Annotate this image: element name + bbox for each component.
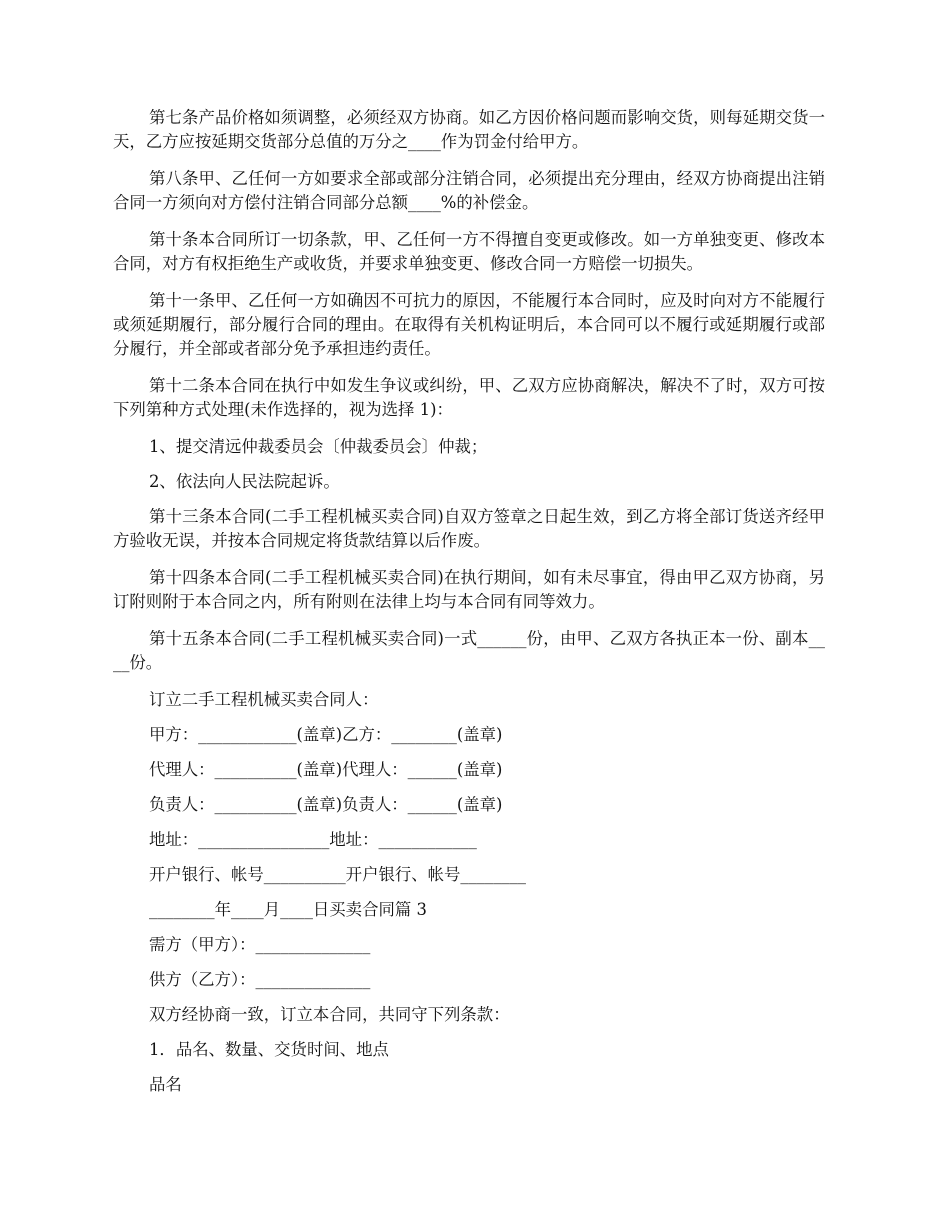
clause-12: 第十二条本合同在执行中如发生争议或纠纷，甲、乙双方应协商解决，解决不了时，双方可按下列第种方式处理(未作选择的，视为选择 1)： <box>113 376 825 419</box>
section-1-heading: 1．品名、数量、交货时间、地点 <box>149 1040 389 1059</box>
responsible-person-line: 负责人：__________(盖章)负责人：______(盖章) <box>149 795 503 814</box>
address-line: 地址：________________地址：____________ <box>149 830 477 849</box>
clause-8: 第八条甲、乙任何一方如要求全部或部分注销合同，必须提出充分理由，经双方协商提出注销合同一方须向对方偿付注销合同部分总额____%的补偿金。 <box>113 169 825 212</box>
clause-14: 第十四条本合同(二手工程机械买卖合同)在执行期间，如有未尽事宜，得由甲乙双方协商，另订附则附于本合同之内，所有附则在法律上均与本合同有同等效力。 <box>113 568 825 611</box>
supplier-line: 供方（乙方）：______________ <box>149 970 371 989</box>
clause-15: 第十五条本合同(二手工程机械买卖合同)一式______份，由甲、乙双方各执正本一份、副本____份。 <box>113 629 825 672</box>
date-and-next-contract-title: ________年____月____日买卖合同篇 3 <box>149 900 427 919</box>
party-a-b-line: 甲方：____________(盖章)乙方：________(盖章) <box>149 725 503 744</box>
clause-13: 第十三条本合同(二手工程机械买卖合同)自双方签章之日起生效，到乙方将全部订货送齐经甲方验收无误，并按本合同规定将货款结算以后作废。 <box>113 507 825 550</box>
dispute-option-1: 1、提交清远仲裁委员会〔仲裁委员会〕仲裁； <box>149 437 488 456</box>
agreement-intro: 双方经协商一致，订立本合同，共同守下列条款： <box>149 1005 510 1024</box>
bank-account-line: 开户银行、帐号__________开户银行、帐号________ <box>149 865 526 884</box>
dispute-option-2: 2、依法向人民法院起诉。 <box>149 472 340 491</box>
product-name-label: 品名 <box>149 1075 182 1094</box>
document-body <box>113 106 825 1108</box>
clause-10: 第十条本合同所订一切条款，甲、乙任何一方不得擅自变更或修改。如一方单独变更、修改本合同，对方有权拒绝生产或收货，并要求单独变更、修改合同一方赔偿一切损失。 <box>113 230 825 273</box>
signatories-heading: 订立二手工程机械买卖合同人： <box>149 690 379 709</box>
clause-11: 第十一条甲、乙任何一方如确因不可抗力的原因，不能履行本合同时，应及时向对方不能履行或须延期履行，部分履行合同的理由。在取得有关机构证明后，本合同可以不履行或延期履行或部分履行，并全部或者部分免予承担违约责任。 <box>113 291 825 358</box>
agent-line: 代理人：__________(盖章)代理人：______(盖章) <box>149 760 503 779</box>
demander-line: 需方（甲方）：______________ <box>149 935 371 954</box>
clause-7: 第七条产品价格如须调整，必须经双方协商。如乙方因价格问题而影响交货，则每延期交货一天，乙方应按延期交货部分总值的万分之____作为罚金付给甲方。 <box>113 108 825 151</box>
